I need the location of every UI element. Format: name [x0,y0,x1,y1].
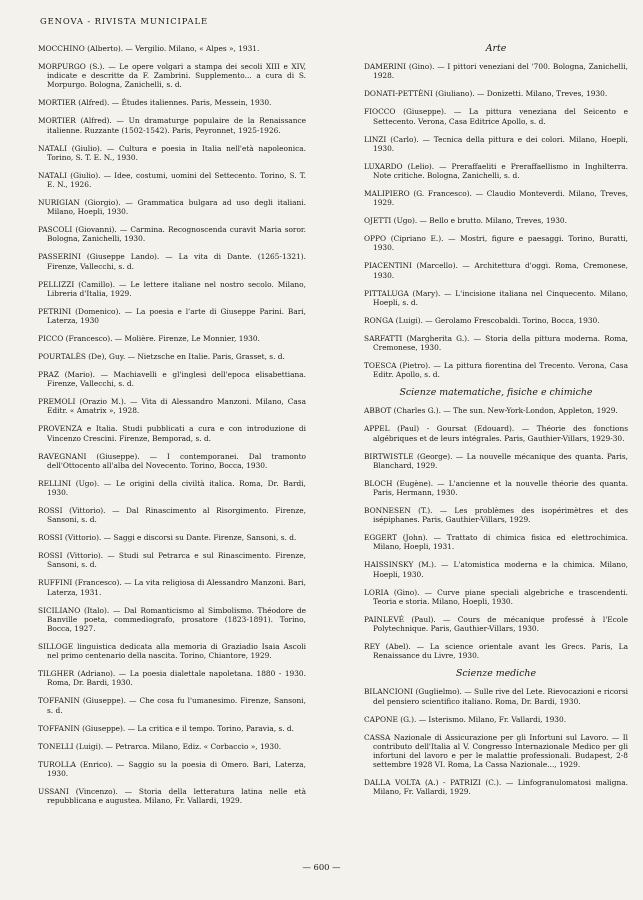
bibliography-entry: HAISSINSKY (M.). — L'atomistica moderna e la chimica. Milano, Hoepli, 1930. [364,560,628,579]
bibliography-entry: CASSA Nazionale di Assicurazione per gli Infortuni sul Lavoro. — Il contributo dell'Italia al V. Congresso Internazionale Medico per gli infortuni del lavoro e per le malattie professionali. Budapest, 2-8 settembre 1928 VI. Roma, La Cassa Nazionale..., 1929. [364,732,628,770]
bibliography-entry: BIRTWISTLE (George). — La nouvelle mécanique des quanta. Paris, Blanchard, 1929. [364,451,628,470]
bibliography-entry: BLOCH (Eugène). — L'ancienne et la nouvelle théorie des quanta. Paris, Hermann, 1930. [364,478,628,498]
bibliography-entry: RAVEGNANI (Giuseppe). — I contemporanei. Dal tramonto dell'Ottocento all'alba del Novecento. Torino, Bocca, 1930. [38,451,306,470]
bibliography-entry: PITTALUGA (Mary). — L'incisione italiana nel Cinquecento. Milano, Hoepli, s. d. [364,288,628,307]
bibliography-entry: PICCO (Francesco). — Molière. Firenze, Le Monnier, 1930. [38,334,260,344]
bibliography-entry: REY (Abel). — La science orientale avant les Grecs. Paris, La Renaissance du Livre, 1930. [364,642,628,661]
bibliography-entry: PASSERINI (Giuseppe Lando). — La vita di Dante. (1265-1321). Firenze, Vallecchi, s. d. [38,252,306,271]
bibliography-entry: PRAZ (Mario). — Machiavelli e gl'inglesi dell'epoca elisabettiana. Firenze, Vallecchi, s. d. [38,370,306,389]
running-header: GENOVA - RIVISTA MUNICIPALE [40,16,208,26]
bibliography-entry: MOCCHINO (Alberto). — Vergilio. Milano, « Alpes », 1931. [38,44,260,53]
bibliography-entry: TOFFANIN (Giuseppe). — Che cosa fu l'umanesimo. Firenze, Sansoni, s. d. [38,696,306,715]
bibliography-entry: RUFFINI (Francesco). — La vita religiosa di Alessandro Manzoni. Bari, Laterza, 1931. [38,578,306,597]
bibliography-entry: DONATI-PETTÈNI (Giuliano). — Donizetti. Milano, Treves, 1930. [364,89,608,99]
left-column [38,44,306,814]
section-heading: Scienze matematiche, fisiche e chimiche [399,387,593,399]
bibliography-entry: BILANCIONI (Guglielmo). — Sulle rive del Lete. Rievocazioni e ricorsi del pensiero scientifico italiano. Roma, Dr. Bardi, 1930. [364,687,628,706]
bibliography-entry: PASCOLI (Giovanni). — Carmina. Recognoscenda curavit Maria soror. Bologna, Zanichelli, 1930. [38,225,306,244]
bibliography-entry: ROSSI (Vittorio). — Saggi e discorsi su Dante. Firenze, Sansoni, s. d. [38,533,297,543]
bibliography-entry: ABBOT (Charles G.). — The sun. New-York-London, Appleton, 1929. [364,406,618,416]
bibliography-entry: DAMERINI (Gino). — I pittori veneziani del '700. Bologna, Zanichelli, 1928. [364,62,628,81]
bibliography-entry: LINZI (Carlo). — Tecnica della pittura e dei colori. Milano, Hoepli, 1930. [364,134,628,153]
bibliography-entry: TUROLLA (Enrico). — Saggio su la poesia di Omero. Bari, Laterza, 1930. [38,759,306,778]
bibliography-entry: EGGERT (John). — Trattato di chimica fisica ed elettrochimica. Milano, Hoepli, 1931. [364,533,628,552]
bibliography-entry: DALLA VOLTA (A.) - PATRIZI (C.). — Linfogranulomatosi maligna. Milano, Fr. Vallardi, 1929. [364,778,628,797]
bibliography-entry: LORIA (Gino). — Curve piane speciali algebriche e trascendenti. Teoria e storia. Milano, Hoepli, 1930. [364,587,628,606]
bibliography-entry: MORTIER (Alfred). — Un dramaturge populaire de la Renaissance italienne. Ruzzante (1502-1542). Paris, Peyronnet, 1925-1926. [38,116,306,135]
bibliography-entry: PREMOLI (Orazio M.). — Vita di Alessandro Manzoni. Milano, Casa Editr. « Amatrix », 1928. [38,397,306,416]
section-heading: Scienze mediche [456,668,536,680]
bibliography-entry: PAINLEVÉ (Paul). — Cours de mécanique professé à l'Ecole Polytechnique. Paris, Gauthier-Villars, 1930. [364,614,628,634]
bibliography-entry: PROVENZA e Italia. Studi pubblicati a cura e con introduzione di Vincenzo Crescini. Firenze, Bemporad, s. d. [38,424,306,443]
bibliography-entry: NATALI (Giulio). — Cultura e poesia in Italia nell'età napoleonica. Torino, S. T. E. N., 1930. [38,143,306,162]
bibliography-entry: RONGA (Luigi). — Gerolamo Frescobaldi. Torino, Bocca, 1930. [364,315,600,325]
bibliography-entry: ROSSI (Vittorio). — Dal Rinascimento al Risorgimento. Firenze, Sansoni, s. d. [38,506,306,525]
bibliography-entry: MORPURGO (S.). — Le opere volgari a stampa dei secoli XIII e XIV, indicate e descritte da F. Zambrini. Supplemento... a cura di S. Morpurgo. Bologna, Zanichelli, s. d. [38,62,306,90]
bibliography-entry: ROSSI (Vittorio). — Studi sul Petrarca e sul Rinascimento. Firenze, Sansoni, s. d. [38,551,306,570]
page-number: — 600 — [302,862,341,872]
bibliography-entry: BONNESEN (T.). — Les problèmes des isopérimètres et des isépiphanes. Paris, Gauthier-Villars, 1929. [364,506,628,525]
bibliography-entry: OPPO (Cipriano E.). — Mostri, figure e paesaggi. Torino, Buratti, 1930. [364,234,628,253]
bibliography-entry: PETRINI (Domenico). — La poesia e l'arte di Giuseppe Parini. Bari, Laterza, 1930 [38,306,306,326]
bibliography-entry: MALIPIERO (G. Francesco). — Claudio Monteverdi. Milano, Treves, 1929. [364,189,628,208]
bibliography-entry: PIACENTINI (Marcello). — Architettura d'oggi. Roma, Cremonese, 1930. [364,261,628,280]
bibliography-entry: TOESCA (Pietro). — La pittura fiorentina del Trecento. Verona, Casa Editr. Apollo, s. d. [364,361,628,380]
bibliography-entry: RELLINI (Ugo). — Le origini della civiltà italica. Roma, Dr. Bardi, 1930. [38,478,306,498]
bibliography-entry: PELLIZZI (Camillo). — Le lettere italiane nel nostro secolo. Milano, Libreria d'Italia, 1929. [38,279,306,298]
bibliography-entry: NURIGIAN (Giorgio). — Grammatica bulgara ad uso degli italiani. Milano, Hoepli, 1930. [38,198,306,217]
bibliography-entry: MORTIER (Alfred). — Études italiennes. Paris, Messein, 1930. [38,98,272,108]
bibliography-entry: CAPONE (G.). — Isterismo. Milano, Fr. Vallardi, 1930. [364,714,567,724]
bibliography-entry: NATALI (Giulio). — Idee, costumi, uomini del Settecento. Torino, S. T. E. N., 1926. [38,170,306,190]
bibliography-entry: SARFATTI (Margherita G.). — Storia della pittura moderna. Roma, Cremonese, 1930. [364,333,628,353]
bibliography-entry: SILLOGE linguistica dedicata alla memoria di Graziadio Isaia Ascoli nel primo centenario della nascita. Torino, Chiantore, 1929. [38,642,306,661]
bibliography-entry: POURTALÈS (De), Guy. — Nietzsche en Italie. Paris, Grasset, s. d. [38,352,285,362]
bibliography-entry: TONELLI (Luigi). — Petrarca. Milano, Ediz. « Corbaccio », 1930. [38,741,282,751]
bibliography-entry: FIOCCO (Giuseppe). — La pittura veneziana del Seicento e Settecento. Verona, Casa Editrice Apollo, s. d. [364,107,628,126]
bibliography-entry: USSANI (Vincenzo). — Storia della letteratura latina nelle età repubblicana e augustea. Milano, Fr. Vallardi, 1929. [38,786,306,806]
right-column [364,44,628,805]
bibliography-entry: APPEL (Paul) - Goursat (Edouard). — Théorie des fonctions algébriques et de leurs intégrales. Paris, Gauthier-Villars, 1929-30. [364,424,628,443]
bibliography-entry: TILGHER (Adriano). — La poesia dialettale napoletana. 1880 - 1930. Roma, Dr. Bardi, 1930. [38,669,306,688]
section-heading: Arte [485,43,507,54]
bibliography-entry: SICILIANO (Italo). — Dal Romanticismo al Simbolismo. Théodore de Banville poeta, commediografo, prosatore (1823-1891). Torino, Bocca, 1927. [38,605,306,634]
bibliography-entry: OJETTI (Ugo). — Bello e brutto. Milano, Treves, 1930. [364,216,567,226]
bibliography-entry: LUXARDO (Lelio). — Preraffaeliti e Preraffaellismo in Inghilterra. Note critiche. Bologna, Zanichelli, s. d. [364,161,628,181]
bibliography-entry: TOFFANIN (Giuseppe). — La critica e il tempo. Torino, Paravia, s. d. [38,723,295,733]
